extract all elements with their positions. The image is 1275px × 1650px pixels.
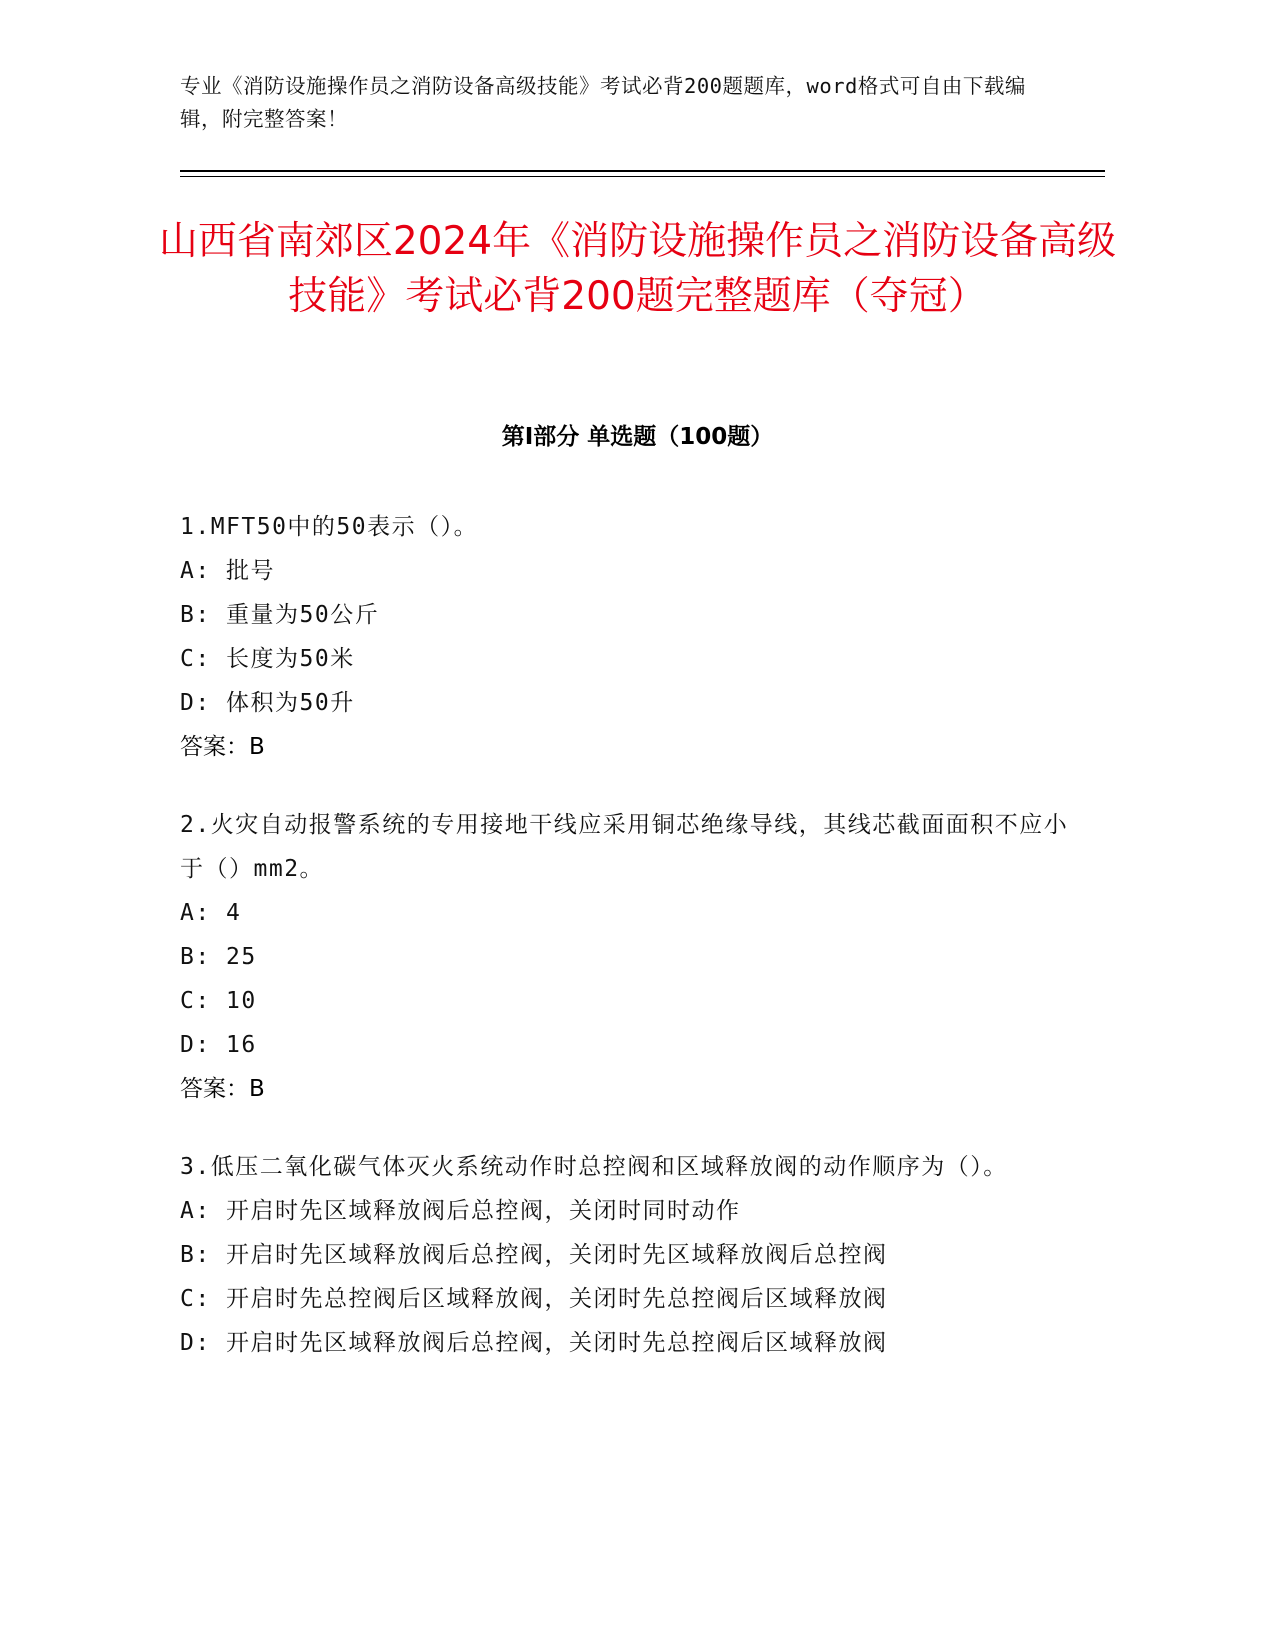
answer: 答案：B: [180, 734, 265, 760]
header-note: 专业《消防设施操作员之消防设备高级技能》考试必背200题题库，word格式可自由下载编辑，附完整答案！: [180, 74, 1026, 131]
header-divider-thick: [180, 170, 1105, 172]
question-2: [180, 803, 1080, 1111]
question-1: [180, 505, 1080, 769]
document-title: 山西省南郊区2024年《消防设施操作员之消防设备高级技能》考试必背200题完整题库（夺冠）: [158, 219, 1117, 319]
option-a: A: 4: [180, 900, 242, 926]
option-a: A: 批号: [180, 558, 276, 584]
option-c: C: 长度为50米: [180, 646, 355, 672]
option-a: A: 开启时先区域释放阀后总控阀，关闭时同时动作: [180, 1198, 741, 1224]
question-text: 3.低压二氧化碳气体灭火系统动作时总控阀和区域释放阀的动作顺序为（）。: [180, 1154, 1008, 1180]
option-b: B: 重量为50公斤: [180, 602, 380, 628]
question-3: [180, 1145, 1080, 1365]
header-divider-thin: [180, 176, 1105, 177]
answer: 答案：B: [180, 1076, 265, 1102]
option-d: D: 体积为50升: [180, 690, 355, 716]
option-d: D: 开启时先区域释放阀后总控阀，关闭时先总控阀后区域释放阀: [180, 1330, 888, 1356]
question-list: [180, 505, 1080, 1399]
option-c: C: 开启时先总控阀后区域释放阀，关闭时先总控阀后区域释放阀: [180, 1286, 888, 1312]
option-c: C: 10: [180, 988, 257, 1014]
option-b: B: 开启时先区域释放阀后总控阀，关闭时先区域释放阀后总控阀: [180, 1242, 888, 1268]
section-title: 第Ⅰ部分 单选题（100题）: [501, 424, 774, 450]
option-b: B: 25: [180, 944, 257, 970]
question-text: 1.MFT50中的50表示（）。: [180, 514, 479, 540]
option-d: D: 16: [180, 1032, 257, 1058]
question-text: 2.火灾自动报警系统的专用接地干线应采用铜芯绝缘导线，其线芯截面面积不应小于（）mm2。: [180, 812, 1069, 882]
